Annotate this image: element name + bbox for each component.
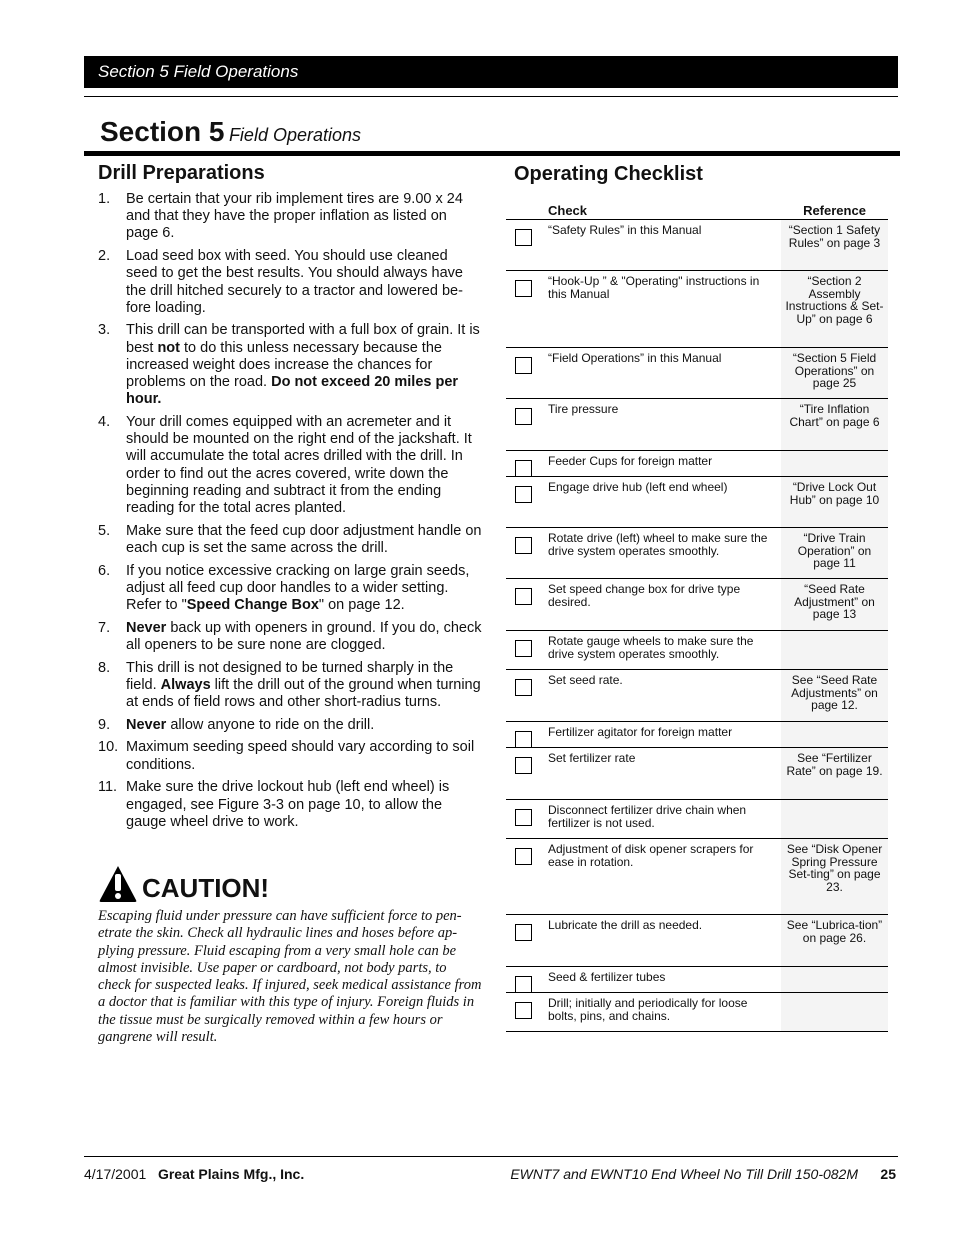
section-number: Section 5 <box>100 116 225 147</box>
checklist-checkbox-cell <box>506 800 548 838</box>
preparation-item <box>98 739 482 773</box>
checkbox[interactable] <box>515 408 532 425</box>
preparation-item-text: Make sure that the feed cup door adjustment handle on each cup is set the same across the drill. <box>126 522 482 556</box>
preparation-item-number: 10. <box>98 739 119 756</box>
checklist-check-text: Seed & fertilizer tubes <box>548 970 666 984</box>
checklist-row <box>506 451 888 477</box>
section-name: Field Operations <box>228 125 362 145</box>
preparation-item <box>98 322 482 408</box>
preparation-item-text: This drill can be transported with a full box of grain. It is best not to do this unless necessary because the increased weight does increase the chances for problems on the road. Do not exceed 20 miles per hour. <box>126 322 480 408</box>
running-header-bar <box>84 56 898 88</box>
preparation-item-text: Maximum seeding speed should vary according to soil conditions. <box>126 739 475 773</box>
checklist-check-text: Engage drive hub (left end wheel) <box>548 480 728 494</box>
preparation-item-text: Make sure the drive lockout hub (left end wheel) is engaged, see Figure 3-3 on page 10, to allow the gauge wheel drive to work. <box>126 779 450 830</box>
checklist-row <box>506 967 888 993</box>
checklist-row <box>506 348 888 399</box>
preparation-item <box>98 779 482 831</box>
checklist-checkbox-cell <box>506 579 548 630</box>
checklist-check-text: Set speed change box for drive type desired. <box>548 582 741 609</box>
checklist-header-row <box>506 201 888 220</box>
checklist-rows <box>506 220 888 1032</box>
caution-box <box>98 862 482 1046</box>
checkbox[interactable] <box>515 229 532 246</box>
checklist-reference-text <box>781 993 888 1031</box>
checklist-row <box>506 271 888 348</box>
checklist-reference-text: See “Fertilizer Rate” on page 19. <box>781 748 888 799</box>
checkbox[interactable] <box>515 357 532 374</box>
checklist-checkbox-cell <box>506 271 548 347</box>
checkbox[interactable] <box>515 809 532 826</box>
caution-header <box>98 862 482 906</box>
title-divider <box>84 151 900 156</box>
preparation-item-number: 4. <box>98 413 111 430</box>
checklist-check-text: Set seed rate. <box>548 673 623 687</box>
preparation-item <box>98 523 482 557</box>
preparation-item-number: 3. <box>98 322 111 339</box>
checklist-row <box>506 399 888 451</box>
checkbox[interactable] <box>515 924 532 941</box>
checklist-reference-text: “Drive Lock Out Hub” on page 10 <box>781 477 888 527</box>
page-number: 25 <box>880 1166 896 1182</box>
preparation-item-number: 6. <box>98 562 111 579</box>
checklist-check-text: Disconnect fertilizer drive chain when fertilizer is not used. <box>548 803 747 830</box>
checklist-check-text: Drill; initially and periodically for loose bolts, pins, and chains. <box>548 996 748 1023</box>
preparation-item-text: Never allow anyone to ride on the drill. <box>126 716 375 733</box>
checklist-row <box>506 670 888 722</box>
checklist-check-text: Tire pressure <box>548 402 619 416</box>
checklist-column-reference: Reference <box>803 203 866 218</box>
checklist-checkbox-cell <box>506 839 548 914</box>
checkbox[interactable] <box>515 280 532 297</box>
checklist-checkbox-cell <box>506 451 548 476</box>
checklist-checkbox-cell <box>506 722 548 747</box>
operating-checklist-heading: Operating Checklist <box>514 163 703 185</box>
preparation-item <box>98 414 482 517</box>
checklist-check-text: “Safety Rules” in this Manual <box>548 223 702 237</box>
checklist-check-text: Rotate gauge wheels to make sure the drive system operates smoothly. <box>548 634 754 661</box>
checklist-reference-text: “Drive Train Operation” on page 11 <box>781 528 888 578</box>
checklist-column-check: Check <box>548 203 588 218</box>
footer-company: Great Plains Mfg., Inc. <box>157 1166 305 1182</box>
checklist-row <box>506 220 888 271</box>
preparation-item-text: If you notice excessive cracking on large grain seeds, adjust all feed cup door handles to a wider setting. Refer to "Speed Change Box" on page 12. <box>126 562 470 613</box>
operating-checklist-table <box>506 201 888 1032</box>
checkbox[interactable] <box>515 537 532 554</box>
checklist-row <box>506 993 888 1032</box>
preparation-item <box>98 660 482 712</box>
checklist-reference-text: “Seed Rate Adjustment” on page 13 <box>781 579 888 630</box>
checklist-row <box>506 579 888 631</box>
checklist-row <box>506 748 888 800</box>
drill-preparations-list <box>98 191 482 831</box>
checklist-checkbox-cell <box>506 528 548 578</box>
preparation-item-number: 9. <box>98 716 111 733</box>
checklist-check-text: Adjustment of disk opener scrapers for ease in rotation. <box>548 842 754 869</box>
checklist-reference-text <box>781 451 888 476</box>
checkbox[interactable] <box>515 757 532 774</box>
checklist-checkbox-cell <box>506 348 548 398</box>
checklist-checkbox-cell <box>506 670 548 721</box>
checklist-reference-text: See “Disk Opener Spring Pressure Set-ting” on page 23. <box>781 839 888 914</box>
warning-triangle-icon <box>98 864 138 904</box>
checklist-check-text: Set fertilizer rate <box>548 751 636 765</box>
checklist-reference-text <box>781 631 888 669</box>
caution-text: Escaping fluid under pressure can have sufficient force to pen-etrate the skin. Check all hydraulic lines and hoses before ap-plying pressure. Fluid escaping from a very small hole can be almost invisible. Use paper or cardboard, not body parts, to check for suspected leaks. If injured, seek medical assistance from a doctor that is familiar with this type of injury. Foreign fluids in the tissue must be surgically removed within a few hours or gangrene will result. <box>98 908 482 1046</box>
preparation-item-text: Be certain that your rib implement tires are 9.00 x 24 and that they have the proper inflation as listed on page 6. <box>126 191 463 242</box>
preparation-item-number: 5. <box>98 522 111 539</box>
preparation-item-number: 2. <box>98 248 111 265</box>
section-title <box>100 116 361 148</box>
preparation-item-number: 8. <box>98 659 111 676</box>
preparation-item-text: Load seed box with seed. You should use cleaned seed to get the best results. You should always have the drill hitched securely to a tractor and lowered be-fore loading. <box>126 248 463 316</box>
checklist-checkbox-cell <box>506 915 548 966</box>
checklist-reference-text: “Tire Inflation Chart” on page 6 <box>781 399 888 450</box>
preparation-item <box>98 717 482 734</box>
checklist-checkbox-cell <box>506 967 548 992</box>
checklist-check-text: Lubricate the drill as needed. <box>548 918 703 932</box>
preparation-item-number: 1. <box>98 191 111 207</box>
preparation-item <box>98 191 482 243</box>
checkbox[interactable] <box>515 460 532 477</box>
checklist-row <box>506 915 888 967</box>
preparation-item-text: Your drill comes equipped with an acremeter and it should be mounted on the right end of the jackshaft. It will accumulate the total acres drilled with the drill. In order to find out the acres covered, write down the beginning reading and subtract it from the ending reading for the total acres planted. <box>126 413 472 516</box>
preparation-item-number: 11. <box>98 779 118 796</box>
checklist-reference-text <box>781 800 888 838</box>
checkbox[interactable] <box>515 1002 532 1019</box>
operating-checklist-column <box>506 163 888 1032</box>
checklist-checkbox-cell <box>506 399 548 450</box>
checkbox[interactable] <box>515 486 532 503</box>
running-header-title: Section 5 Field Operations <box>98 62 299 81</box>
checklist-checkbox-cell <box>506 220 548 270</box>
checklist-check-text: Fertilizer agitator for foreign matter <box>548 725 733 739</box>
checklist-check-text: “Field Operations” in this Manual <box>548 351 722 365</box>
checkbox[interactable] <box>515 679 532 696</box>
header-divider <box>84 96 898 97</box>
caution-label: CAUTION! <box>142 872 270 903</box>
preparation-item <box>98 563 482 615</box>
checklist-reference-text: “Section 5 Field Operations” on page 25 <box>781 348 888 398</box>
checklist-checkbox-cell <box>506 748 548 799</box>
checklist-reference-text: “Section 1 Safety Rules” on page 3 <box>781 220 888 270</box>
checklist-reference-text <box>781 967 888 992</box>
footer-date: 4/17/2001 <box>84 1166 147 1182</box>
checklist-reference-text: See “Lubrica-tion” on page 26. <box>781 915 888 966</box>
preparation-item <box>98 248 482 317</box>
checklist-row <box>506 477 888 528</box>
preparation-item-text: This drill is not designed to be turned sharply in the field. Always lift the drill out of the ground when turning at ends of field rows and other short-radius turns. <box>126 659 481 710</box>
checklist-row <box>506 800 888 839</box>
checklist-checkbox-cell <box>506 993 548 1031</box>
checkbox[interactable] <box>515 848 532 865</box>
preparation-item <box>98 620 482 654</box>
footer-divider <box>84 1156 898 1157</box>
checklist-row <box>506 631 888 670</box>
checkbox[interactable] <box>515 588 532 605</box>
footer-left <box>84 1166 304 1182</box>
checklist-row <box>506 528 888 579</box>
checkbox[interactable] <box>515 640 532 657</box>
checklist-row <box>506 722 888 748</box>
checkbox[interactable] <box>515 731 532 748</box>
checklist-reference-text <box>781 722 888 747</box>
checklist-check-text: Rotate drive (left) wheel to make sure the drive system operates smoothly. <box>548 531 768 558</box>
checklist-reference-text: “Section 2 Assembly Instructions & Set-Up” on page 6 <box>781 271 888 347</box>
preparation-item-number: 7. <box>98 619 111 636</box>
checklist-checkbox-cell <box>506 631 548 669</box>
checklist-check-text: Feeder Cups for foreign matter <box>548 454 713 468</box>
drill-preparations-heading: Drill Preparations <box>98 162 265 184</box>
checklist-reference-text: See “Seed Rate Adjustments” on page 12. <box>781 670 888 721</box>
preparation-item-text: Never back up with openers in ground. If you do, check all openers to be sure none are clogged. <box>126 619 482 653</box>
footer-manual-title: EWNT7 and EWNT10 End Wheel No Till Drill 150-082M <box>510 1166 858 1182</box>
checkbox[interactable] <box>515 976 532 993</box>
checklist-checkbox-cell <box>506 477 548 527</box>
drill-preparations-column <box>98 162 482 836</box>
checklist-row <box>506 839 888 915</box>
checklist-check-text: “Hook-Up ” & "Operating" instructions in this Manual <box>548 274 760 301</box>
